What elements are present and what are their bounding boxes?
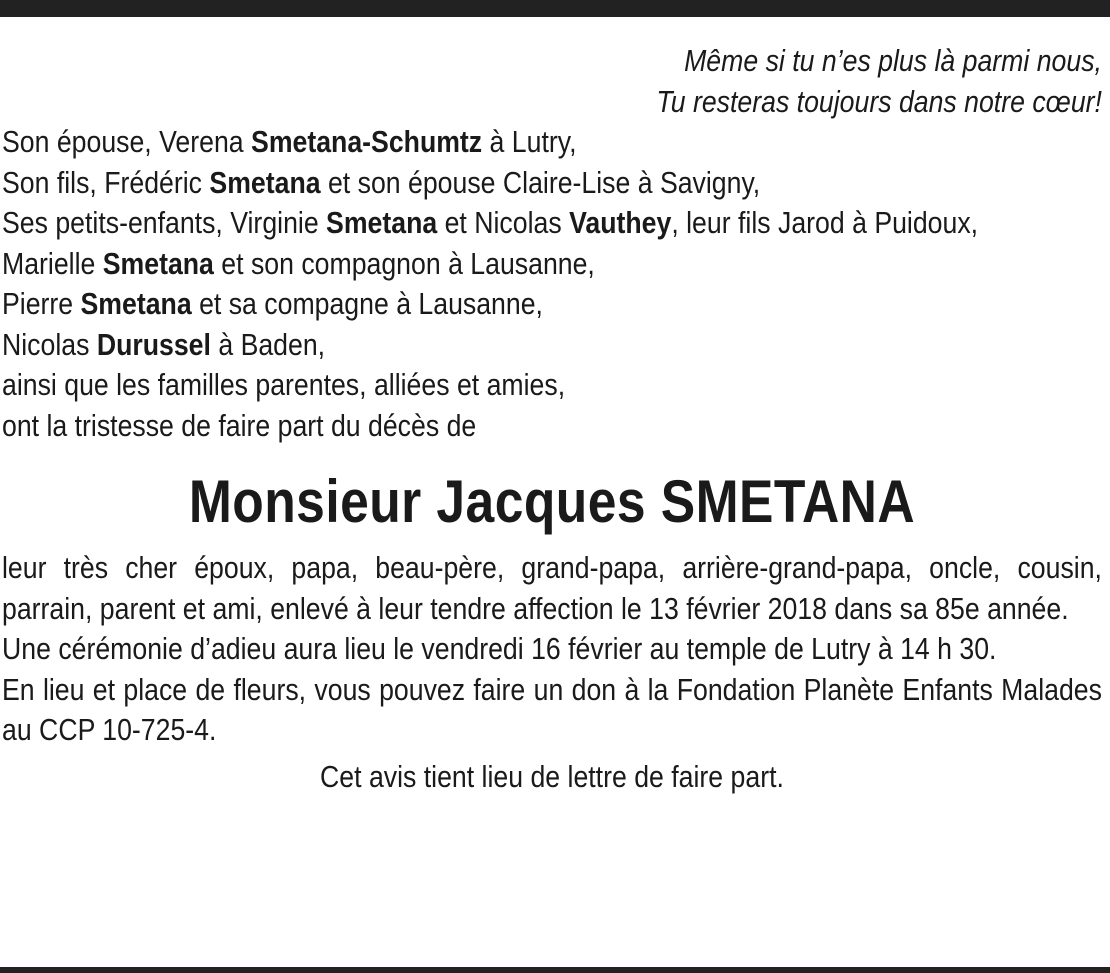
body-paragraph-donation: En lieu et place de fleurs, vous pouvez faire un don à la Fondation Planète Enfants Malades au CCP 10-725-4.: [2, 671, 1102, 747]
family-text: à Lutry,: [482, 124, 577, 159]
epigraph-line-1: Même si tu n’es plus là parmi nous,: [684, 43, 1102, 78]
family-text: et sa compagne à Lausanne,: [191, 286, 543, 321]
family-line: [2, 122, 1102, 163]
family-text: , leur fils Jarod à Puidoux,: [671, 205, 979, 240]
top-border-rule: [0, 0, 1110, 17]
family-surname: Smetana: [80, 286, 192, 321]
family-line: [2, 163, 1102, 204]
family-text: et son épouse Claire-Lise à Savigny,: [320, 164, 761, 200]
family-surname: Durussel: [96, 326, 211, 362]
family-text: Ses petits-enfants, Virginie: [2, 205, 327, 240]
closing-note: Cet avis tient lieu de lettre de faire part.: [320, 758, 784, 794]
epigraph: [2, 41, 1102, 122]
family-surname: Smetana: [209, 164, 321, 200]
family-text: et Nicolas: [437, 205, 570, 240]
family-text: Nicolas: [2, 326, 97, 362]
epigraph-line-2: Tu resteras toujours dans notre cœur!: [656, 83, 1102, 119]
family-surname: Smetana: [102, 245, 214, 281]
family-line: [2, 325, 1102, 366]
family-surname: Smetana: [326, 205, 438, 240]
bottom-border-rule: [0, 967, 1110, 973]
family-line: [2, 203, 1102, 244]
family-line: ainsi que les familles parentes, alliées et amies,: [2, 367, 566, 402]
family-surname: Vauthey: [569, 205, 672, 240]
family-line: ont la tristesse de faire part du décès de: [2, 407, 477, 443]
family-surname: Smetana-Schumtz: [251, 124, 483, 159]
family-text: Son fils, Frédéric: [2, 164, 210, 200]
deceased-name: Monsieur Jacques SMETANA: [188, 468, 916, 535]
family-text: et son compagnon à Lausanne,: [213, 245, 595, 281]
family-line: [2, 284, 1102, 325]
family-text: Pierre: [2, 286, 81, 321]
family-line: [2, 244, 1102, 285]
body-paragraph-tribute: leur très cher époux, papa, beau-père, grand-papa, arrière-grand-papa, oncle, cousin, parrain, parent et ami, enlevé à leur tendre affection le 13 février 2018 dans sa 85e année.: [2, 550, 1102, 626]
obituary-notice: [2, 41, 1102, 797]
family-text: Son épouse, Verena: [2, 124, 252, 159]
family-text: à Baden,: [210, 326, 326, 362]
family-text: Marielle: [2, 245, 103, 281]
body-paragraph-ceremony: Une cérémonie d’adieu aura lieu le vendredi 16 février au temple de Lutry à 14 h 30.: [2, 631, 997, 666]
family-list: [2, 122, 1102, 446]
